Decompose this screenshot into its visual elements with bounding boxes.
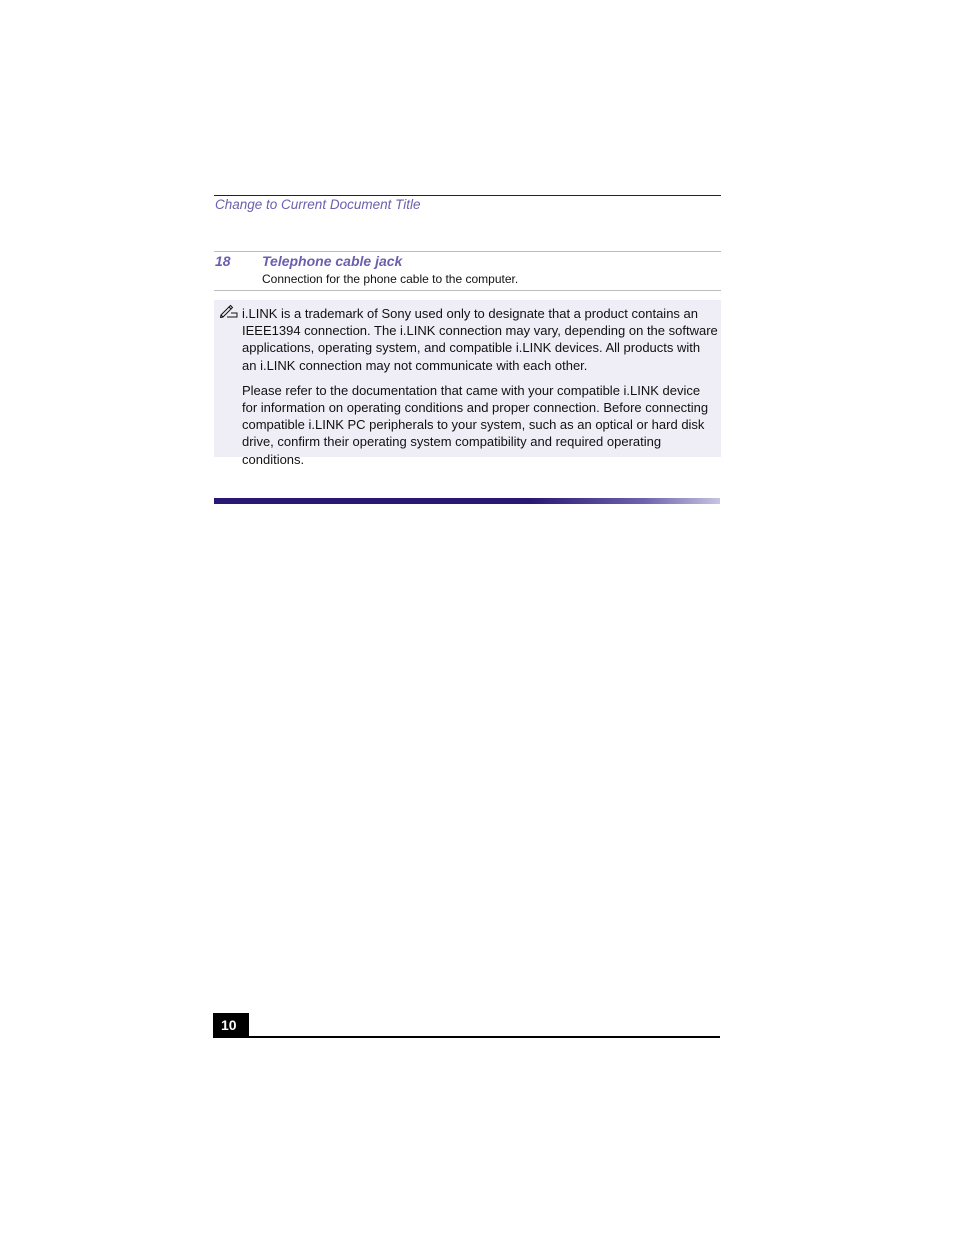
item-number: 18 — [215, 253, 231, 269]
running-title: Change to Current Document Title — [215, 197, 421, 212]
note-text — [242, 305, 718, 476]
note-paragraph: i.LINK is a trademark of Sony used only to designate that a product contains an IEEE1394 connection. The i.LINK connection may vary, depending on the software applications, operating system, and compatible i.LINK devices. All products with an i.LINK connection may not communicate with each other. — [242, 306, 718, 373]
header-rule — [214, 195, 721, 196]
section-gradient-bar — [214, 498, 720, 504]
note-paragraph: Please refer to the documentation that came with your compatible i.LINK device for information on operating conditions and proper connection. Before connecting compatible i.LINK PC peripherals to your system, such as an optical or hard disk drive, confirm their operating system compatibility and required operating conditions. — [242, 382, 709, 467]
footer-rule — [213, 1036, 720, 1038]
item-title: Telephone cable jack — [262, 253, 403, 269]
note-pencil-icon — [220, 304, 238, 318]
item-table — [214, 251, 721, 291]
page-number: 10 — [213, 1013, 249, 1037]
item-description: Connection for the phone cable to the computer. — [262, 272, 519, 286]
note-box — [214, 300, 721, 467]
